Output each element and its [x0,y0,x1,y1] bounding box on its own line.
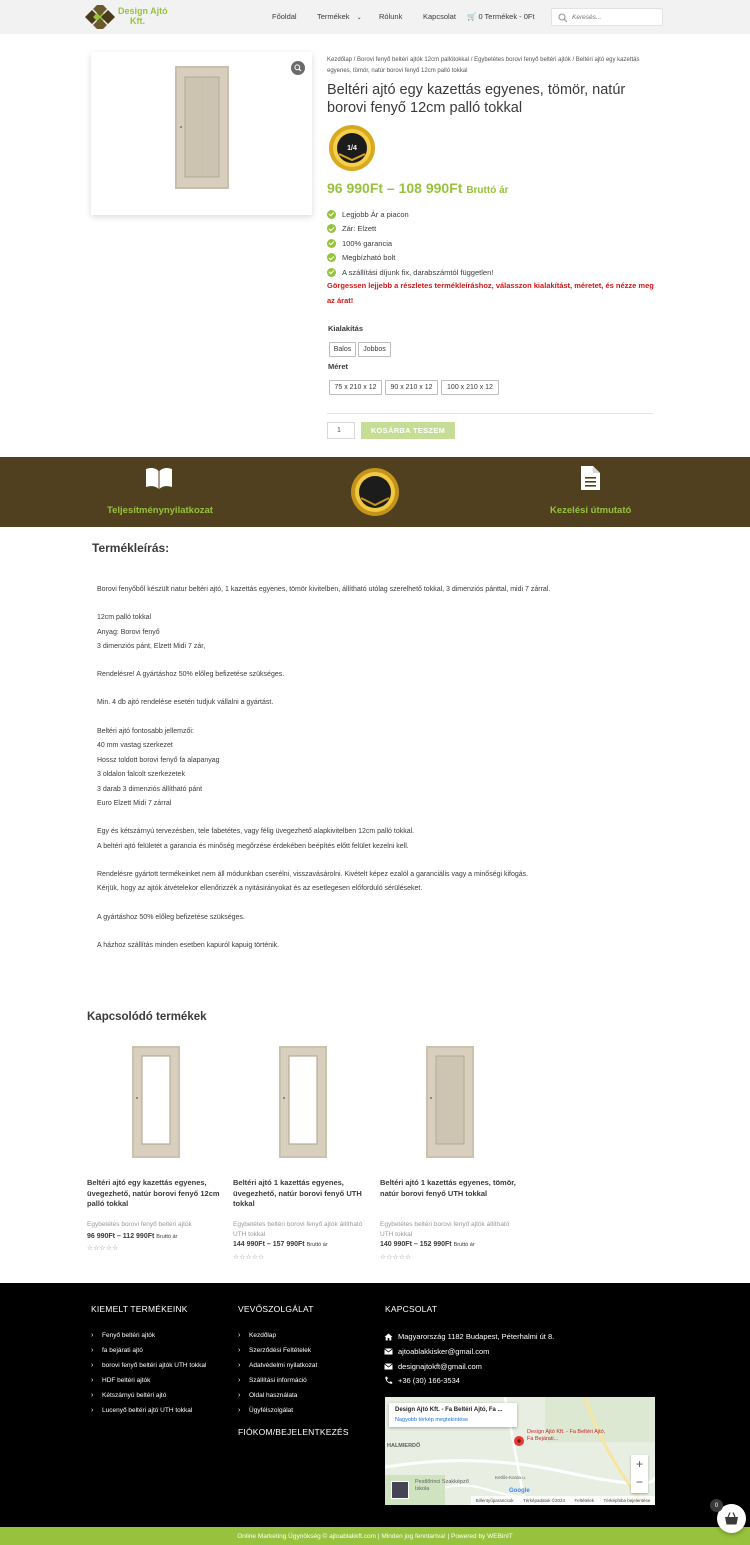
map-pin-label: Design Ajtó Kft. - Fa Beltéri Ajtó, Fa Bejárati... [527,1429,606,1442]
related-product-price [233,1241,328,1248]
zoom-button[interactable] [291,61,305,75]
logo-line-1: Design Ajtó [118,6,168,16]
size-attr-label: Méret [328,362,349,371]
feature-text: A szállítási díjunk fix, darabszámtól független! [342,267,494,277]
copyright-bar: Online Marketing Ügynökség © ajtoablakkft.com | Minden jog fenntartva! | Powered by WEBinIT [0,1527,750,1545]
size-option-100[interactable]: 100 x 210 x 12 [441,380,499,395]
description-line: 3 dimenziós pánt, Elzett Midi 7 zár, [97,643,206,650]
size-option-90[interactable]: 90 x 210 x 12 [385,380,438,395]
check-circle-icon [327,210,336,219]
description-line: A gyártáshoz 50% előleg befizetése szükséges. [97,914,245,921]
description-line: Rendelésre gyártott termékeinket nem áll módunkban cserélni, visszavásárolni. Kivételt képez ezalól a garanciális vagy a minőségi kifogás. [97,871,529,878]
description-line: A beltéri ajtó felületét a garancia és minőség megőrzése érdekében beépítés előtt felület kezelni kell. [97,843,409,850]
description-line: Kérjük, hogy az ajtók átvételekor ellenőrizzék a nyitásirányokat és az esetlegesen előforduló sérüléseket. [97,885,423,892]
description-line: 40 mm vastag szerkezet [97,742,173,749]
contact-address [384,1332,554,1341]
size-option-75[interactable]: 75 x 210 x 12 [329,380,382,395]
rating-stars-icon: ☆☆☆☆☆ [87,1245,119,1252]
description-line: 3 darab 3 dimenziós állítható pánt [97,786,203,793]
feature-text: Megbízható bolt [342,253,396,263]
footer-link-label: Oldal használata [249,1392,298,1399]
chevron-right-icon: › [91,1407,94,1414]
related-product-price [380,1241,475,1248]
map-road-label: Ketlős-Korda u. [495,1475,527,1480]
chevron-right-icon: › [238,1332,241,1339]
google-logo: Google [509,1488,530,1494]
chevron-right-icon: › [238,1407,241,1414]
related-product-image[interactable] [86,1042,228,1162]
magnifier-icon [291,61,305,75]
layout-attr-label: Kialakítás [328,324,364,333]
logo-line-2: Kft. [130,16,145,26]
map-terms[interactable]: Feltételek [574,1498,595,1503]
divider [327,413,653,414]
map-shortcuts[interactable]: Billentyűparancsok [475,1498,514,1503]
footer-link[interactable] [91,1347,143,1354]
feature-text: Zár: Elzett [342,224,377,234]
feature-text: 100% garancia [342,238,393,248]
feature-text: Legjobb Ár a piacon [342,209,409,219]
badge-text: 1/4 [347,145,357,152]
site-header [0,0,750,34]
document-icon[interactable] [580,465,601,491]
contact-address-text: Magyarország 1182 Budapest, Péterhalmi út 8. [398,1332,555,1341]
description-line: Euro Elzett Midi 7 zárral [97,800,172,807]
description-line: Egy és kétszárnyú tervezésben, tele fabetétes, vagy félig üvegezhető alapkivitelben 12cm palló tokkal. [97,828,415,835]
related-product-category[interactable]: Egybetétes beltéri borovi fenyő ajtók állítható UTH tokkal [233,1221,363,1238]
chevron-right-icon: › [91,1362,94,1369]
footer-link[interactable] [238,1332,276,1339]
chevron-right-icon: › [91,1377,94,1384]
header-cart[interactable] [467,12,535,21]
search-box [551,8,663,26]
map-zoom-controls [631,1455,648,1493]
footer-link[interactable] [91,1332,155,1339]
search-icon [558,13,568,23]
cart-count-badge: 0 [710,1499,723,1512]
description-line: Borovi fenyőből készült natur beltéri ajtó, 1 kazettás egyenes, tömör kivitelben, állítható utólag szerelhető tokkal, 3 dimenziós pánttal, midi 7 zárral. [97,586,551,593]
layout-option-left[interactable]: Balos [329,342,356,357]
product-gallery[interactable] [91,52,312,215]
logo-text[interactable] [118,6,168,26]
footer-link-label: fa bejárati ajtó [102,1347,143,1354]
description-line: 3 oldalon falcolt szerkezetek [97,771,185,778]
description-line: Hossz toldott borovi fenyő fa alapanyag [97,757,220,764]
description-line: Rendelésre! A gyártáshoz 50% előleg befizetése szükséges. [97,671,285,678]
price-value: 96 990Ft – 108 990Ft [327,180,463,196]
footer-link-label: HDF beltéri ajtók [102,1377,151,1384]
chevron-right-icon: › [238,1392,241,1399]
related-price-suffix: Bruttó ár [156,1234,178,1240]
open-book-icon[interactable] [145,466,173,490]
chevron-right-icon: › [91,1392,94,1399]
map-area-label: HALMIERDŐ [387,1443,421,1449]
price-range [327,180,509,196]
description-line: Anyag: Borovi fenyő [97,629,160,636]
footer-link-label: Szerződési Feltételek [249,1347,312,1354]
contact-email-2-text: designajtokft@gmail.com [398,1362,482,1371]
footer-link[interactable] [238,1407,293,1414]
map-larger-link[interactable]: Nagyobb térkép megtekintése [395,1417,469,1423]
chevron-right-icon: › [238,1347,241,1354]
related-price-suffix: Bruttó ár [306,1242,328,1248]
related-price-suffix: Bruttó ár [453,1242,475,1248]
footer-link-label: Ügyfélszolgálat [249,1407,294,1414]
related-product-image[interactable] [380,1042,522,1162]
footer-account-link[interactable]: FIÓKOM/BEJELENTKEZÉS [238,1427,349,1437]
footer-link-label: Adatvédelmi nyilatkozat [249,1362,318,1369]
map-area-label: Pestlőrinci Szakképző Iskola [415,1479,469,1492]
feature-list [327,207,493,280]
description-line: Beltéri ajtó fontosabb jellemzői: [97,728,194,735]
feature-item [327,265,493,280]
footer-service-title: VEVŐSZOLGÁLAT [238,1304,314,1314]
map-report[interactable]: Térképhiba bejelentése [603,1498,651,1503]
footer-link[interactable] [238,1377,307,1384]
search-input[interactable] [572,11,658,23]
rating-stars-icon: ☆☆☆☆☆ [233,1254,265,1261]
related-product-category[interactable]: Egybetétes beltéri borovi fenyő ajtók állítható UTH tokkal [380,1221,510,1238]
satellite-toggle[interactable] [391,1481,409,1499]
care-guide-link[interactable]: Kezelési útmutató [550,505,632,516]
related-product-category[interactable]: Egybetétes borovi fenyő beltéri ajtók [87,1221,192,1228]
quantity-input[interactable]: 1 [327,422,355,439]
phone-icon [384,1376,393,1385]
footer-link[interactable] [238,1362,317,1369]
related-price-value: 140 990Ft – 152 990Ft [380,1241,452,1248]
footer-link-label: Kezdőlap [249,1332,277,1339]
zoom-out-button[interactable]: − [635,1475,643,1489]
feature-item [327,207,493,222]
related-product-name[interactable]: Beltéri ajtó 1 kazettás egyenes, üvegezhető, natúr borovi fenyő UTH tokkal [233,1178,362,1208]
map-info-card [389,1403,517,1427]
rating-stars-icon: ☆☆☆☆☆ [380,1254,412,1261]
nav-about[interactable]: Rólunk [379,12,403,21]
footer-link[interactable] [91,1362,206,1369]
contact-email-2[interactable] [384,1362,482,1371]
description-line: Min. 4 db ajtó rendelése esetén tudjuk vállalni a gyártást. [97,699,274,706]
footer-featured-title: KIEMELT TERMÉKEINK [91,1304,188,1314]
chevron-right-icon: › [238,1362,241,1369]
footer-contact-title: KAPCSOLAT [385,1304,438,1314]
nav-home[interactable]: Főoldal [272,12,297,21]
description-title: Termékleírás: [92,541,170,555]
location-map[interactable] [385,1397,655,1505]
add-to-cart-button[interactable]: KOSÁRBA TESZEM [361,422,455,439]
related-product-price [87,1233,177,1240]
footer-link[interactable] [91,1392,166,1399]
chevron-down-icon: ⌄ [356,15,362,21]
feature-item [327,251,493,266]
check-circle-icon [327,239,336,248]
footer-link-label: Fenyő beltéri ajtók [102,1332,156,1339]
nav-contact[interactable]: Kapcsolat [423,12,456,21]
footer-link-label: borovi fenyő beltéri ajtók UTH tokkal [102,1362,207,1369]
check-circle-icon [327,268,336,277]
declaration-link[interactable]: Teljesítménynyilatkozat [107,505,213,516]
layout-option-right[interactable]: Jobbos [358,342,391,357]
footer-link[interactable] [238,1347,311,1354]
related-product-name[interactable]: Beltéri ajtó egy kazettás egyenes, üvegezhető, natúr borovi fenyő 12cm palló tokkal [87,1178,220,1208]
contact-email-1-text: ajtoablakkisker@gmail.com [398,1347,490,1356]
check-circle-icon [327,224,336,233]
footer-link-label: Kétszárnyú beltéri ajtó [102,1392,167,1399]
chevron-right-icon: › [91,1332,94,1339]
product-title: Beltéri ajtó egy kazettás egyenes, tömör, natúr borovi fenyő 12cm palló tokkal [327,82,626,116]
price-suffix: Bruttó ár [466,185,509,196]
feature-item [327,236,493,251]
feature-item [327,222,493,237]
contact-phone[interactable] [384,1376,460,1385]
chevron-right-icon: › [238,1377,241,1384]
description-line: A házhoz szállítás minden esetben kapuról kapuig történik. [97,942,280,949]
nav-products[interactable] [317,12,362,21]
product-image[interactable] [91,52,312,215]
scroll-notice: Görgessen lejjebb a részletes termékleíráshoz, válasszon kialakítást, méretet, és nézze meg az árat! [327,281,654,305]
breadcrumb[interactable]: Kezdőlap / Borovi fenyő beltéri ajtók 12cm pallótokkal / Egybetétes borovi fenyő beltéri ajtók / Beltéri ajtó egy kazettás egyenes, tömör, natúr borovi fenyő 12cm palló tokkal [327,57,640,74]
contact-email-1[interactable] [384,1347,489,1356]
map-attribution [471,1496,655,1505]
envelope-icon [384,1348,393,1355]
zoom-in-button[interactable]: + [635,1457,643,1471]
footer-link-label: Lucenyő beltéri ajtó UTH tokkal [102,1407,193,1414]
nav-products-label: Termékek [317,12,350,21]
footer-link-label: Szállítási információ [249,1377,307,1384]
home-icon [384,1333,393,1341]
footer-link[interactable] [91,1407,192,1414]
related-product-name[interactable]: Beltéri ajtó 1 kazettás egyenes, tömör, natúr borovi fenyő UTH tokkal [380,1178,516,1198]
chevron-right-icon: › [91,1347,94,1354]
cart-icon: 🛒 [467,12,477,21]
warranty-seal-icon [350,467,400,517]
envelope-icon [384,1363,393,1370]
related-price-value: 144 990Ft – 157 990Ft [233,1241,305,1248]
related-title: Kapcsolódó termékek [87,1011,207,1023]
map-data: Térképadatok ©2024 [522,1498,566,1503]
related-product-image[interactable] [233,1042,375,1162]
related-price-value: 96 990Ft – 112 990Ft [87,1233,155,1240]
contact-phone-text: +36 (30) 166-3534 [398,1376,460,1385]
warranty-badge-icon [328,124,376,172]
footer-link[interactable] [91,1377,150,1384]
footer-link[interactable] [238,1392,297,1399]
header-cart-label: 0 Termékek - 0Ft [478,12,535,21]
check-circle-icon [327,253,336,262]
description-line: 12cm palló tokkal [97,614,152,621]
map-card-title: Design Ajtó Kft. - Fa Beltéri Ajtó, Fa ... [395,1407,503,1413]
